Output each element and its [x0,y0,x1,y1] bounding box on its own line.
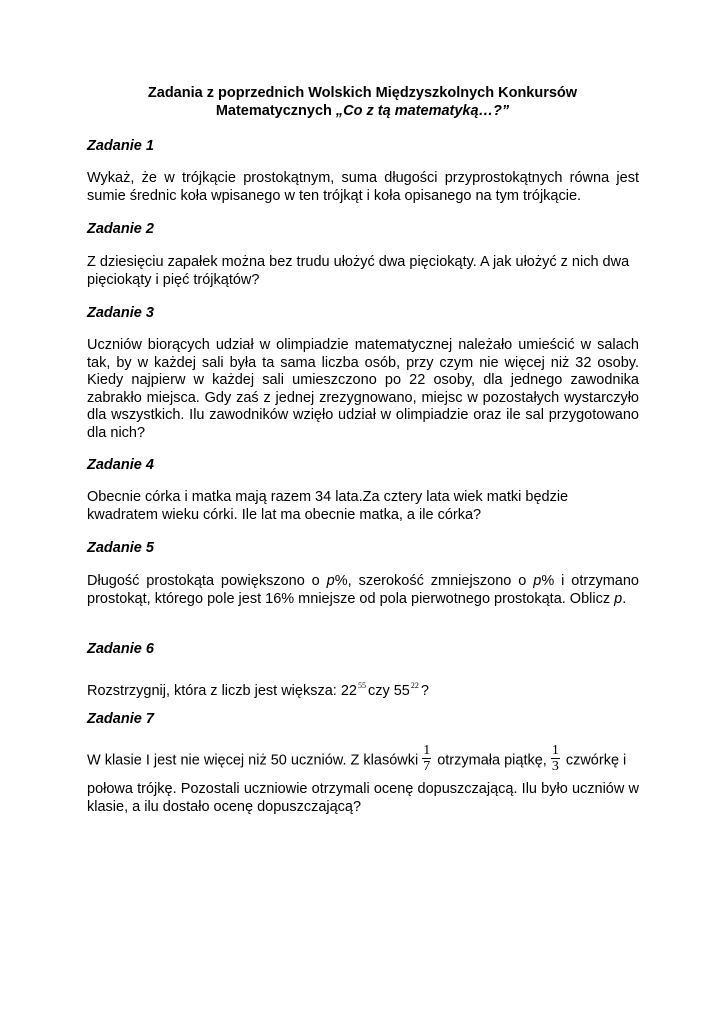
task-7-heading: Zadanie 7 [87,711,154,727]
task-3-text: Uczniów biorących udział w olimpiadzie matematycznej należało umieścić w salach tak, by w każdej sali była ta sama liczba osób, przy czym nie więcej niż 32 osoby. Kiedy najpierw w każdej sali umieszczono po 22 osoby, dla jednego zawodnika zabrakło miejsca. Gdy zaś z jednej zrezygnowano, miejsc w pozostałych wystarczyło dla wszystkich. Ilu zawodników wzięło udział w olimpiadzie oraz ile sal przygotowano dla nich? [87,337,639,441]
task-7-fraction-1-numerator: 1 [423,743,431,758]
task-7-fraction-1 [422,743,431,774]
task-5-text-part-3: % i otrzymano prostokąt, którego pole jest 16% mniejsze od pola pierwotnego prostokąta. Oblicz [87,573,639,607]
task-7-fraction-2-numerator: 1 [551,743,559,758]
task-7-fraction-1-denominator: 7 [423,759,431,774]
title-line-1: Zadania z poprzednich Wolskich Międzyszkolnych Konkursów [147,85,578,101]
task-3-heading: Zadanie 3 [87,305,154,321]
task-5-var-p-1: p [326,573,335,589]
task-7-first-line [87,745,639,776]
task-2-heading: Zadanie 2 [87,221,154,237]
task-5-var-p-2: p [533,573,542,589]
task-1-text: Wykaż, że w trójkącie prostokątnym, suma długości przyprostokątnych równa jest sumie średnic koła wpisanego w ten trójkąt i koła opisanego na tym trójkącie. [87,170,639,204]
task-5-text [87,573,639,608]
task-6-text-part-2: czy 55 [367,683,410,699]
task-7-fraction-2-denominator: 3 [551,759,559,774]
task-6-text-part-3: ? [420,683,429,699]
task-6-text [87,677,639,701]
task-4-line-2: kwadratem wieku córki. Ile lat ma obecnie matka, a ile córka? [87,506,482,523]
task-5-text-part-1: Długość prostokąta powiększono o [87,573,327,589]
title-line-2-italic: „Co z tą matematyką…?” [335,103,510,119]
task-7-text-part-3: czwórkę i [565,752,627,769]
title-line-2 [86,102,639,120]
task-2-text: Z dziesięciu zapałek można bez trudu ułożyć dwa pięciokąty. A jak ułożyć z nich dwa pięciokąty i pięć trójkątów? [87,254,630,288]
task-5-var-p-3: p [614,590,623,607]
task-1-heading: Zadanie 1 [87,138,154,154]
task-7-text-rest: połowa trójkę. Pozostali uczniowie otrzymali ocenę dopuszczającą. Ilu było uczniów w klasie, a ilu dostało ocenę dopuszczającą? [87,781,639,815]
task-7-text-part-1: W klasie I jest nie więcej niż 50 uczniów. Z klasówki [87,752,419,769]
task-5-text-part-4: . [622,590,627,607]
task-6-exponent-1: 55 [357,681,366,690]
task-5-heading: Zadanie 5 [87,540,154,556]
task-4-line-1: Obecnie córka i matka mają razem 34 lata.Za cztery lata wiek matki będzie [87,489,569,505]
task-6-exponent-2: 22 [410,681,419,690]
task-4-text [87,489,639,524]
task-7-fraction-2 [551,743,560,774]
task-7-text-part-2: otrzymała piątkę, [437,752,547,769]
title-line-2-plain: Matematycznych [215,103,336,119]
task-6-heading: Zadanie 6 [87,641,154,657]
task-5-text-part-2: %, szerokość zmniejszono o [334,573,534,589]
task-6-text-part-1: Rozstrzygnij, która z liczb jest większa: 22 [87,683,357,699]
task-4-heading: Zadanie 4 [87,457,154,473]
document-title [86,84,639,120]
